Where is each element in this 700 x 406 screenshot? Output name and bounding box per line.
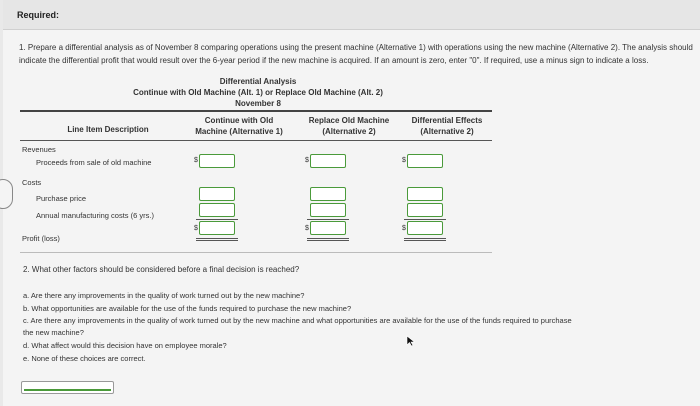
purchase-diff-input[interactable] (407, 187, 443, 201)
currency-symbol: $ (305, 157, 309, 164)
currency-symbol: $ (194, 157, 198, 164)
answer-dropdown[interactable] (21, 381, 114, 394)
profit-alt2-input[interactable] (310, 221, 346, 235)
question-1-text: 1. Prepare a differential analysis as of November 8 comparing operations using the present machine (Alternative 1) with operations using the new machine (Alternative 2). The analysis should indicate the differential profit that would result over the 6-year period if the new machine is acquired. If an amount is zero, enter "0". If required, use a minus sign to indicate a loss. (19, 43, 693, 65)
option-e[interactable]: e. None of these choices are correct. (23, 354, 146, 363)
total-double-rule (404, 238, 446, 239)
total-double-rule (196, 240, 238, 241)
currency-symbol: $ (194, 225, 198, 232)
col-header-diff-line1: Differential Effects (411, 116, 483, 125)
purchase-alt1-input[interactable] (199, 187, 235, 201)
currency-symbol: $ (402, 225, 406, 232)
table-bottom-rule (20, 252, 492, 253)
mouse-cursor-icon (406, 335, 416, 347)
header-bottom-rule (20, 140, 492, 141)
col-header-alt2-line2: (Alternative 2) (322, 127, 376, 136)
subtotal-rule (307, 219, 349, 220)
proceeds-alt2-input[interactable] (310, 154, 346, 168)
col-header-diff (401, 115, 493, 137)
row-purchase: Purchase price (36, 194, 87, 203)
annual-alt2-input[interactable] (310, 203, 346, 217)
col-header-alt1-line2: Machine (Alternative 1) (195, 127, 283, 136)
option-a[interactable]: a. Are there any improvements in the quality of work turned out by the new machine? (23, 291, 305, 300)
row-costs: Costs (22, 178, 42, 187)
row-revenues: Revenues (22, 145, 56, 154)
proceeds-alt1-input[interactable] (199, 154, 235, 168)
currency-symbol: $ (402, 157, 406, 164)
dropdown-accent-bar (24, 389, 111, 391)
question-page (3, 0, 700, 406)
row-proceeds: Proceeds from sale of old machine (36, 158, 152, 167)
option-c-continued[interactable]: the new machine? (23, 328, 84, 337)
analysis-title: Differential Analysis (219, 77, 297, 86)
header-band (3, 0, 700, 30)
option-d[interactable]: d. What affect would this decision have on employee morale? (23, 341, 227, 350)
total-double-rule (307, 238, 349, 239)
col-header-alt2 (301, 115, 397, 137)
annual-diff-input[interactable] (407, 203, 443, 217)
required-label: Required: (17, 10, 60, 20)
row-profit: Profit (loss) (22, 234, 60, 243)
row-annual: Annual manufacturing costs (6 yrs.) (36, 211, 154, 220)
proceeds-diff-input[interactable] (407, 154, 443, 168)
col-header-alt1-line1: Continue with Old (204, 116, 274, 125)
profit-diff-input[interactable] (407, 221, 443, 235)
profit-alt1-input[interactable] (199, 221, 235, 235)
col-header-alt2-line1: Replace Old Machine (308, 116, 390, 125)
col-header-diff-line2: (Alternative 2) (420, 127, 474, 136)
annual-alt1-input[interactable] (199, 203, 235, 217)
analysis-date: November 8 (235, 99, 281, 108)
analysis-subtitle: Continue with Old Machine (Alt. 1) or Replace Old Machine (Alt. 2) (133, 88, 383, 97)
total-double-rule (196, 238, 238, 239)
col-header-alt1 (179, 115, 299, 137)
subtotal-rule (196, 219, 238, 220)
table-top-rule (20, 110, 492, 112)
side-panel-handle[interactable] (0, 179, 13, 209)
subtotal-rule (404, 219, 446, 220)
option-b[interactable]: b. What opportunities are available for the use of the funds required to purchase the new machine? (23, 304, 352, 313)
currency-symbol: $ (305, 225, 309, 232)
total-double-rule (307, 240, 349, 241)
col-header-description: Line Item Description (67, 125, 149, 134)
purchase-alt2-input[interactable] (310, 187, 346, 201)
option-c[interactable]: c. Are there any improvements in the quality of work turned out by the new machine and what opportunities are available for the use of the funds required to purchase (23, 316, 572, 325)
question-2-text: 2. What other factors should be considered before a final decision is reached? (23, 265, 300, 274)
total-double-rule (404, 240, 446, 241)
